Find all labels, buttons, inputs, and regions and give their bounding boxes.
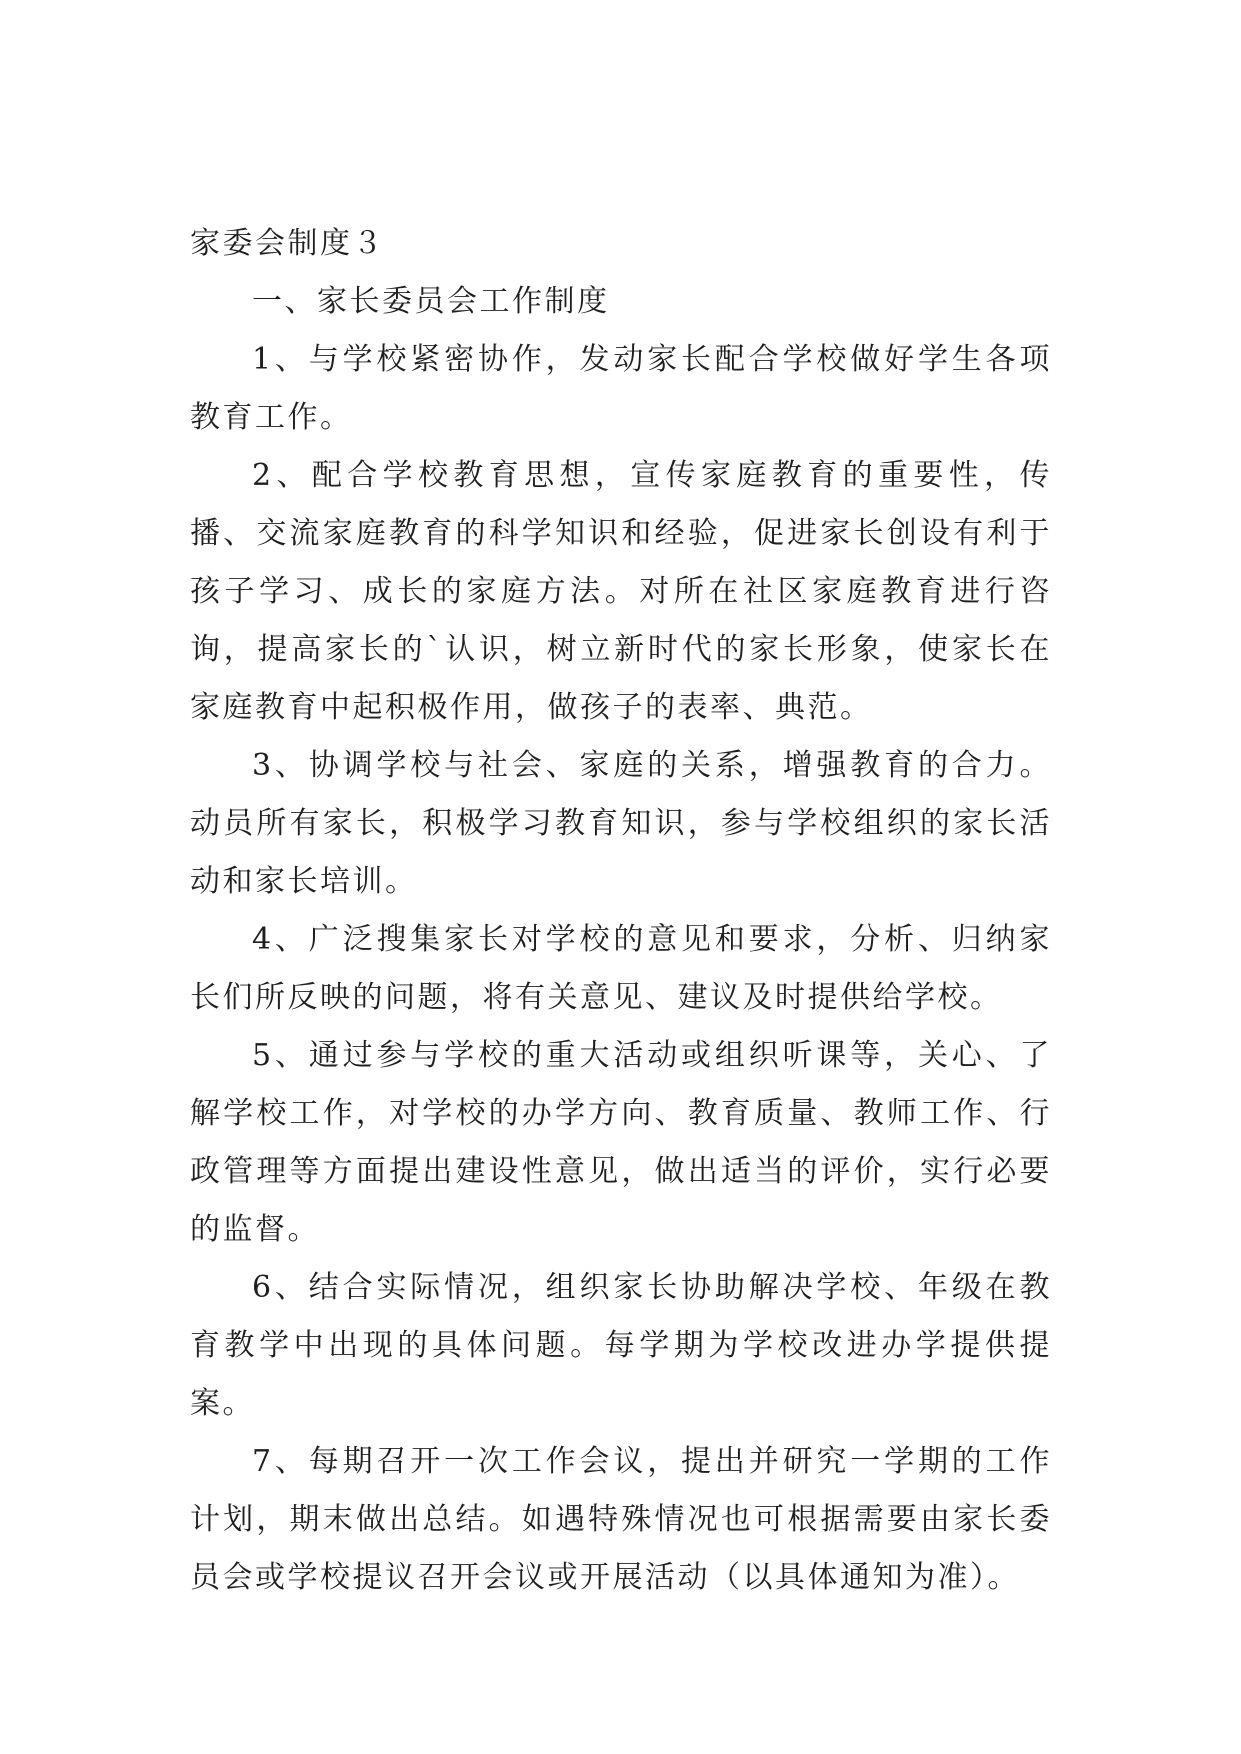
document-title: 家委会制度３ (190, 226, 385, 261)
section-heading: 一、家长委员会工作制度 (252, 284, 610, 319)
paragraph-7: 7、每期召开一次工作会议，提出并研究一学期的工作计划，期末做出总结。如遇特殊情况也可根据需要由家长委员会或学校提议召开会议或开展活动（以具体通知为准）。 (190, 1444, 1052, 1595)
document-body (190, 215, 1052, 1607)
paragraph-3: 3、协调学校与社会、家庭的关系，增强教育的合力。动员所有家长，积极学习教育知识，参与学校组织的家长活动和家长培训。 (190, 748, 1052, 899)
paragraph-1: 1、与学校紧密协作，发动家长配合学校做好学生各项教育工作。 (190, 342, 1052, 435)
paragraph-5: 5、通过参与学校的重大活动或组织听课等，关心、了解学校工作，对学校的办学方向、教育质量、教师工作、行政管理等方面提出建设性意见，做出适当的评价，实行必要的监督。 (190, 1038, 1052, 1247)
paragraph-6: 6、结合实际情况，组织家长协助解决学校、年级在教育教学中出现的具体问题。每学期为学校改进办学提供提案。 (190, 1270, 1052, 1421)
paragraph-2: 2、配合学校教育思想，宣传家庭教育的重要性，传播、交流家庭教育的科学知识和经验，促进家长创设有利于孩子学习、成长的家庭方法。对所在社区家庭教育进行咨询，提高家长的`认识，树立新时代的家长形象，使家长在家庭教育中起积极作用，做孩子的表率、典范。 (190, 458, 1052, 725)
paragraph-4: 4、广泛搜集家长对学校的意见和要求，分析、归纳家长们所反映的问题，将有关意见、建议及时提供给学校。 (190, 922, 1052, 1015)
